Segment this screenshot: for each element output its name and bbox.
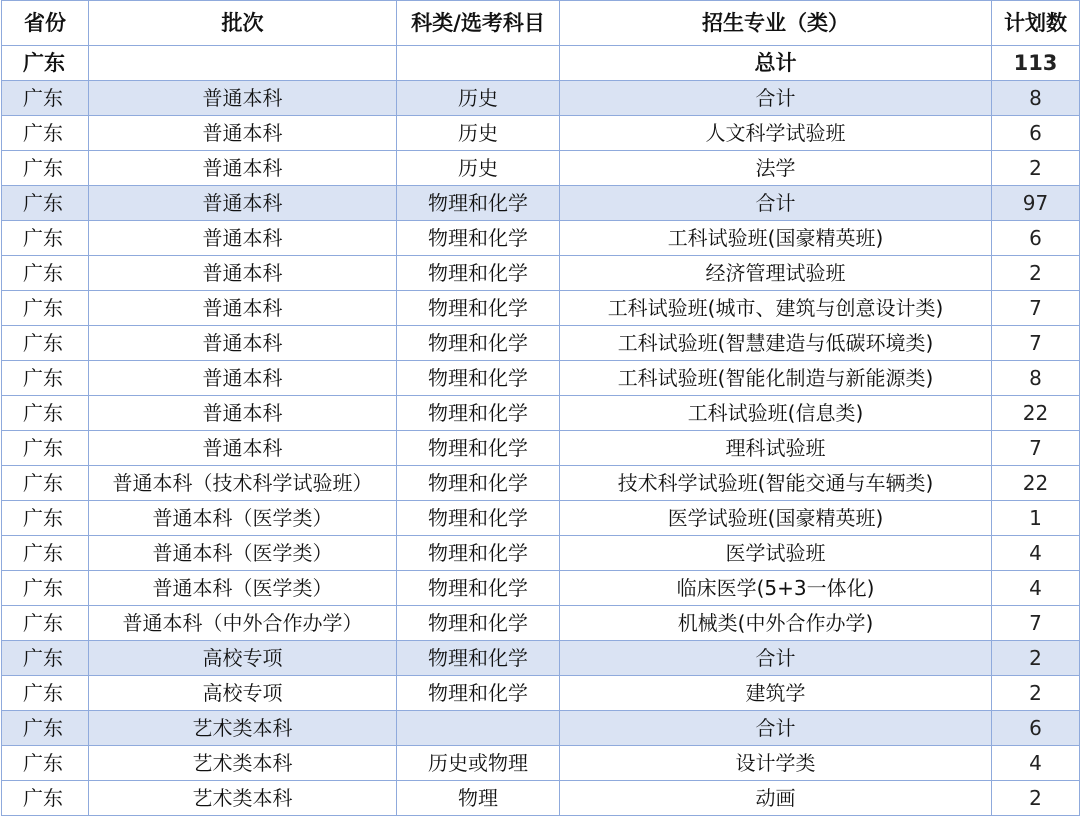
table-row xyxy=(2,781,1080,816)
cell-province: 广东 xyxy=(2,781,89,816)
cell-province: 广东 xyxy=(2,326,89,361)
cell-count: 97 xyxy=(992,186,1080,221)
cell-count: 4 xyxy=(992,746,1080,781)
cell-count: 2 xyxy=(992,781,1080,816)
cell-count: 2 xyxy=(992,151,1080,186)
cell-major: 经济管理试验班 xyxy=(560,256,992,291)
cell-subject: 物理和化学 xyxy=(397,571,560,606)
table-row xyxy=(2,396,1080,431)
cell-batch: 艺术类本科 xyxy=(89,711,397,746)
subtotal-row xyxy=(2,641,1080,676)
cell-province: 广东 xyxy=(2,606,89,641)
header-batch: 批次 xyxy=(89,1,397,46)
cell-major: 建筑学 xyxy=(560,676,992,711)
cell-province: 广东 xyxy=(2,291,89,326)
cell-major: 医学试验班(国豪精英班) xyxy=(560,501,992,536)
cell-major: 总计 xyxy=(560,46,992,81)
cell-count: 1 xyxy=(992,501,1080,536)
table-row xyxy=(2,571,1080,606)
cell-subject: 历史 xyxy=(397,151,560,186)
table-row xyxy=(2,116,1080,151)
table-row xyxy=(2,256,1080,291)
cell-major: 法学 xyxy=(560,151,992,186)
cell-major: 工科试验班(智能化制造与新能源类) xyxy=(560,361,992,396)
cell-batch: 普通本科（技术科学试验班） xyxy=(89,466,397,501)
table-row xyxy=(2,291,1080,326)
cell-subject: 物理和化学 xyxy=(397,501,560,536)
cell-subject: 物理和化学 xyxy=(397,606,560,641)
cell-count: 6 xyxy=(992,116,1080,151)
cell-subject: 物理和化学 xyxy=(397,186,560,221)
cell-count: 2 xyxy=(992,676,1080,711)
cell-major: 工科试验班(城市、建筑与创意设计类) xyxy=(560,291,992,326)
cell-province: 广东 xyxy=(2,676,89,711)
cell-subject: 历史 xyxy=(397,116,560,151)
grand-total-row xyxy=(2,46,1080,81)
cell-province: 广东 xyxy=(2,641,89,676)
cell-subject xyxy=(397,46,560,81)
cell-count: 113 xyxy=(992,46,1080,81)
cell-batch: 普通本科（中外合作办学） xyxy=(89,606,397,641)
header-major: 招生专业（类） xyxy=(560,1,992,46)
cell-major: 机械类(中外合作办学) xyxy=(560,606,992,641)
subtotal-row xyxy=(2,186,1080,221)
table-row xyxy=(2,501,1080,536)
cell-batch: 普通本科（医学类） xyxy=(89,571,397,606)
cell-count: 22 xyxy=(992,466,1080,501)
cell-count: 7 xyxy=(992,606,1080,641)
table-row xyxy=(2,361,1080,396)
cell-major: 工科试验班(智慧建造与低碳环境类) xyxy=(560,326,992,361)
table-row xyxy=(2,326,1080,361)
cell-count: 8 xyxy=(992,361,1080,396)
cell-batch: 艺术类本科 xyxy=(89,781,397,816)
cell-batch xyxy=(89,46,397,81)
header-count: 计划数 xyxy=(992,1,1080,46)
cell-subject: 物理和化学 xyxy=(397,536,560,571)
cell-count: 7 xyxy=(992,326,1080,361)
cell-batch: 普通本科 xyxy=(89,186,397,221)
table-row xyxy=(2,151,1080,186)
cell-subject: 物理 xyxy=(397,781,560,816)
cell-subject: 物理和化学 xyxy=(397,676,560,711)
cell-major: 合计 xyxy=(560,81,992,116)
cell-batch: 普通本科（医学类） xyxy=(89,536,397,571)
cell-count: 6 xyxy=(992,221,1080,256)
table-row xyxy=(2,676,1080,711)
cell-major: 工科试验班(国豪精英班) xyxy=(560,221,992,256)
cell-batch: 普通本科 xyxy=(89,326,397,361)
cell-major: 理科试验班 xyxy=(560,431,992,466)
cell-batch: 普通本科 xyxy=(89,221,397,256)
cell-batch: 高校专项 xyxy=(89,676,397,711)
cell-subject: 物理和化学 xyxy=(397,291,560,326)
cell-batch: 高校专项 xyxy=(89,641,397,676)
cell-province: 广东 xyxy=(2,256,89,291)
cell-province: 广东 xyxy=(2,536,89,571)
cell-batch: 普通本科 xyxy=(89,256,397,291)
enrollment-plan-table xyxy=(1,0,1080,816)
cell-province: 广东 xyxy=(2,116,89,151)
cell-batch: 艺术类本科 xyxy=(89,746,397,781)
cell-count: 7 xyxy=(992,291,1080,326)
cell-count: 22 xyxy=(992,396,1080,431)
cell-province: 广东 xyxy=(2,81,89,116)
cell-subject: 物理和化学 xyxy=(397,221,560,256)
cell-batch: 普通本科 xyxy=(89,431,397,466)
cell-province: 广东 xyxy=(2,396,89,431)
cell-major: 合计 xyxy=(560,641,992,676)
table-body xyxy=(2,46,1080,816)
cell-subject: 物理和化学 xyxy=(397,466,560,501)
cell-major: 临床医学(5+3一体化) xyxy=(560,571,992,606)
header-row xyxy=(2,1,1080,46)
cell-province: 广东 xyxy=(2,711,89,746)
cell-province: 广东 xyxy=(2,571,89,606)
cell-batch: 普通本科 xyxy=(89,291,397,326)
cell-batch: 普通本科 xyxy=(89,116,397,151)
cell-province: 广东 xyxy=(2,431,89,466)
cell-major: 设计学类 xyxy=(560,746,992,781)
header-province: 省份 xyxy=(2,1,89,46)
cell-major: 合计 xyxy=(560,186,992,221)
table-row xyxy=(2,466,1080,501)
cell-subject: 物理和化学 xyxy=(397,396,560,431)
cell-province: 广东 xyxy=(2,466,89,501)
subtotal-row xyxy=(2,711,1080,746)
cell-batch: 普通本科 xyxy=(89,81,397,116)
cell-province: 广东 xyxy=(2,746,89,781)
cell-major: 动画 xyxy=(560,781,992,816)
table-row xyxy=(2,606,1080,641)
cell-province: 广东 xyxy=(2,186,89,221)
cell-count: 4 xyxy=(992,571,1080,606)
table-row xyxy=(2,431,1080,466)
cell-subject xyxy=(397,711,560,746)
cell-count: 7 xyxy=(992,431,1080,466)
cell-province: 广东 xyxy=(2,501,89,536)
table-row xyxy=(2,536,1080,571)
cell-batch: 普通本科 xyxy=(89,151,397,186)
cell-major: 医学试验班 xyxy=(560,536,992,571)
table-row xyxy=(2,746,1080,781)
cell-subject: 物理和化学 xyxy=(397,326,560,361)
cell-count: 2 xyxy=(992,641,1080,676)
cell-major: 工科试验班(信息类) xyxy=(560,396,992,431)
cell-province: 广东 xyxy=(2,151,89,186)
cell-count: 2 xyxy=(992,256,1080,291)
cell-subject: 历史 xyxy=(397,81,560,116)
cell-province: 广东 xyxy=(2,46,89,81)
cell-batch: 普通本科 xyxy=(89,361,397,396)
cell-major: 人文科学试验班 xyxy=(560,116,992,151)
cell-subject: 历史或物理 xyxy=(397,746,560,781)
cell-count: 8 xyxy=(992,81,1080,116)
cell-subject: 物理和化学 xyxy=(397,431,560,466)
subtotal-row xyxy=(2,81,1080,116)
table-row xyxy=(2,221,1080,256)
cell-major: 合计 xyxy=(560,711,992,746)
cell-province: 广东 xyxy=(2,361,89,396)
cell-subject: 物理和化学 xyxy=(397,256,560,291)
cell-major: 技术科学试验班(智能交通与车辆类) xyxy=(560,466,992,501)
cell-count: 4 xyxy=(992,536,1080,571)
cell-batch: 普通本科（医学类） xyxy=(89,501,397,536)
cell-count: 6 xyxy=(992,711,1080,746)
cell-subject: 物理和化学 xyxy=(397,641,560,676)
cell-batch: 普通本科 xyxy=(89,396,397,431)
cell-subject: 物理和化学 xyxy=(397,361,560,396)
cell-province: 广东 xyxy=(2,221,89,256)
header-subject: 科类/选考科目 xyxy=(397,1,560,46)
